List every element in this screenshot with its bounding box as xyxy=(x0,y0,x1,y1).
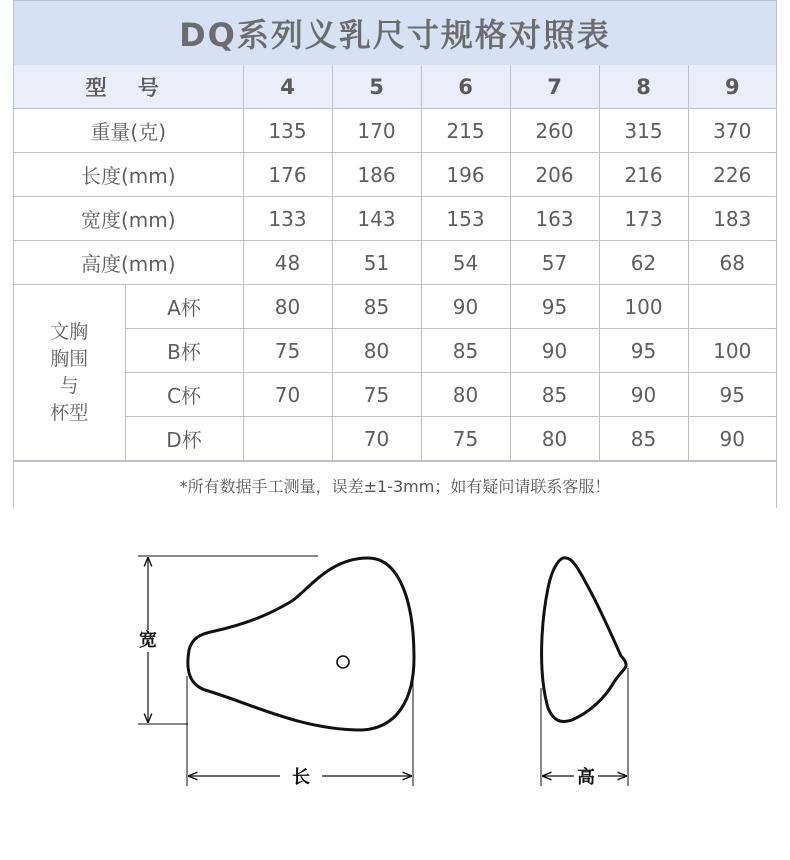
row-label: 重量(克) xyxy=(14,109,243,153)
prosthesis-side-view xyxy=(542,558,626,722)
table-row xyxy=(14,329,776,373)
table-cell: 100 xyxy=(599,285,688,329)
size-header: 5 xyxy=(332,65,421,109)
row-label: 高度(mm) xyxy=(14,241,243,285)
table-cell: 75 xyxy=(243,329,332,373)
table-cell: 48 xyxy=(243,241,332,285)
table-cell: 80 xyxy=(243,285,332,329)
table-cell: 90 xyxy=(599,373,688,417)
prosthesis-top-view xyxy=(188,558,414,730)
table-row xyxy=(14,417,776,461)
table-cell: 95 xyxy=(599,329,688,373)
table-cell: 215 xyxy=(421,109,510,153)
table-row xyxy=(14,153,776,197)
table-cell xyxy=(688,285,776,329)
cup-label: D杯 xyxy=(125,417,243,461)
table-cell: 95 xyxy=(688,373,776,417)
table-cell: 85 xyxy=(599,417,688,461)
table-row xyxy=(14,109,776,153)
table-row xyxy=(14,197,776,241)
length-label: 长 xyxy=(292,767,310,788)
table-cell: 90 xyxy=(510,329,599,373)
table-cell: 315 xyxy=(599,109,688,153)
table-cell: 80 xyxy=(332,329,421,373)
table-cell: 62 xyxy=(599,241,688,285)
table-cell: 135 xyxy=(243,109,332,153)
table-cell: 370 xyxy=(688,109,776,153)
table-cell: 54 xyxy=(421,241,510,285)
table-cell: 186 xyxy=(332,153,421,197)
footnote: *所有数据手工测量，误差±1-3mm；如有疑问请联系客服！ xyxy=(14,461,776,508)
dimension-diagram xyxy=(0,508,790,860)
table-cell: 206 xyxy=(510,153,599,197)
group-label-line: 文胸 xyxy=(50,320,89,343)
model-label: 型 号 xyxy=(14,65,243,109)
table-cell: 173 xyxy=(599,197,688,241)
table-cell: 70 xyxy=(243,373,332,417)
row-label: 宽度(mm) xyxy=(14,197,243,241)
table-row xyxy=(14,373,776,417)
size-header: 4 xyxy=(243,65,332,109)
size-header: 7 xyxy=(510,65,599,109)
group-label-line: 与 xyxy=(59,374,79,397)
table-cell: 183 xyxy=(688,197,776,241)
header-row xyxy=(14,65,776,109)
size-header: 6 xyxy=(421,65,510,109)
table-cell: 100 xyxy=(688,329,776,373)
table-cell: 95 xyxy=(510,285,599,329)
size-header: 8 xyxy=(599,65,688,109)
table-cell: 85 xyxy=(421,329,510,373)
table-cell: 51 xyxy=(332,241,421,285)
row-label: 长度(mm) xyxy=(14,153,243,197)
table-cell: 85 xyxy=(332,285,421,329)
table-cell: 85 xyxy=(510,373,599,417)
table-cell: 196 xyxy=(421,153,510,197)
table-cell: 133 xyxy=(243,197,332,241)
table-row xyxy=(14,241,776,285)
table-cell: 216 xyxy=(599,153,688,197)
table-cell: 143 xyxy=(332,197,421,241)
size-header: 9 xyxy=(688,65,776,109)
bra-group-label xyxy=(14,285,125,461)
table-cell: 260 xyxy=(510,109,599,153)
group-label-line: 胸围 xyxy=(50,347,89,370)
size-table xyxy=(14,65,776,461)
group-label-line: 杯型 xyxy=(50,401,89,424)
cup-label: C杯 xyxy=(125,373,243,417)
table-cell: 70 xyxy=(332,417,421,461)
chart-title: DQ系列义乳尺寸规格对照表 xyxy=(14,1,776,66)
table-cell: 163 xyxy=(510,197,599,241)
table-cell: 176 xyxy=(243,153,332,197)
table-cell: 57 xyxy=(510,241,599,285)
table-cell: 80 xyxy=(510,417,599,461)
table-cell: 75 xyxy=(421,417,510,461)
table-cell: 170 xyxy=(332,109,421,153)
nipple-marker-icon xyxy=(337,656,349,668)
height-label: 高 xyxy=(577,767,595,788)
cup-label: B杯 xyxy=(125,329,243,373)
cup-label: A杯 xyxy=(125,285,243,329)
table-cell: 75 xyxy=(332,373,421,417)
table-cell: 90 xyxy=(688,417,776,461)
table-cell: 80 xyxy=(421,373,510,417)
table-cell xyxy=(243,417,332,461)
table-cell: 90 xyxy=(421,285,510,329)
width-label: 宽 xyxy=(139,630,157,651)
table-cell: 153 xyxy=(421,197,510,241)
size-chart xyxy=(13,0,777,508)
table-cell: 226 xyxy=(688,153,776,197)
table-cell: 68 xyxy=(688,241,776,285)
table-row xyxy=(14,285,776,329)
